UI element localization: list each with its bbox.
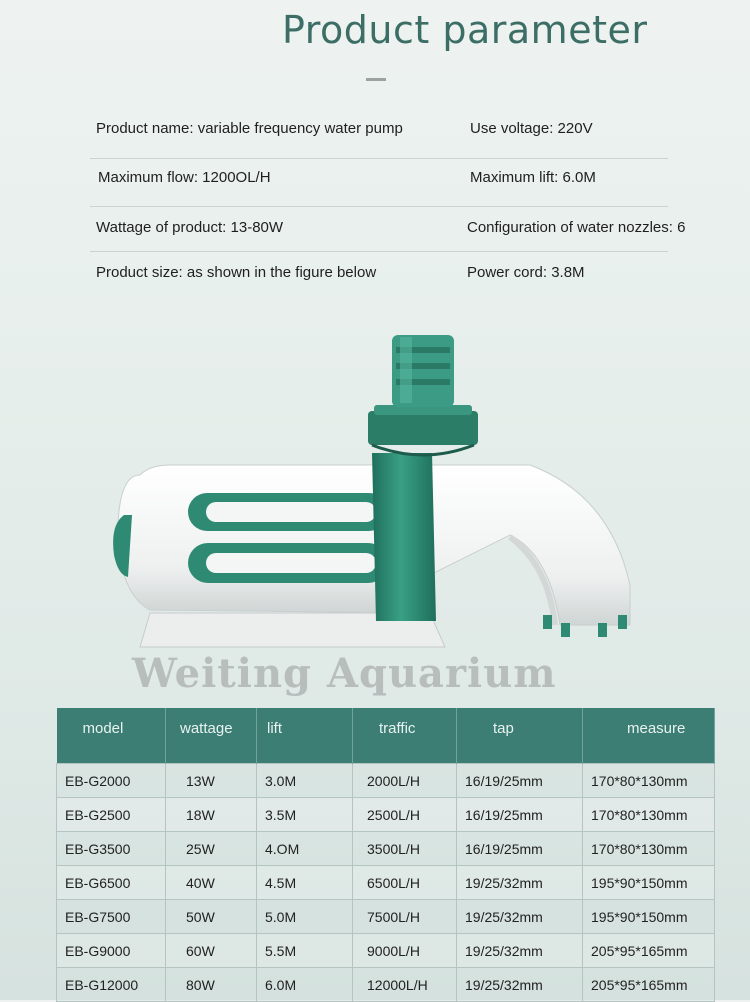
spec-divider <box>90 158 668 159</box>
table-row <box>57 900 715 934</box>
watermark-text: Weiting Aquarium <box>132 650 557 697</box>
cell-traffic: 6500L/H <box>353 866 457 900</box>
cell-traffic: 12000L/H <box>353 968 457 1002</box>
page-title: Product parameter <box>282 8 648 52</box>
spec-divider <box>90 251 668 252</box>
table-row <box>57 934 715 968</box>
cell-tap: 19/25/32mm <box>457 968 583 1002</box>
cell-model: EB-G3500 <box>57 832 166 866</box>
column-header-wattage: wattage <box>166 708 257 764</box>
spec-use-voltage: Use voltage: 220V <box>470 120 593 137</box>
cell-tap: 16/19/25mm <box>457 764 583 798</box>
spec-maximum-lift: Maximum lift: 6.0M <box>470 169 596 186</box>
cell-model: EB-G7500 <box>57 900 166 934</box>
cell-model: EB-G2000 <box>57 764 166 798</box>
spec-divider <box>90 206 668 207</box>
spec-water-nozzles: Configuration of water nozzles: 6 <box>467 219 686 236</box>
cell-lift: 5.5M <box>257 934 353 968</box>
cell-measure: 195*90*150mm <box>583 900 715 934</box>
cell-tap: 19/25/32mm <box>457 900 583 934</box>
cell-wattage: 40W <box>166 866 257 900</box>
table-row <box>57 764 715 798</box>
cell-lift: 3.5M <box>257 798 353 832</box>
cell-tap: 19/25/32mm <box>457 866 583 900</box>
cell-measure: 170*80*130mm <box>583 798 715 832</box>
spec-maximum-flow: Maximum flow: 1200OL/H <box>98 169 271 186</box>
cell-measure: 205*95*165mm <box>583 968 715 1002</box>
table-row <box>57 832 715 866</box>
title-divider <box>366 78 386 81</box>
table-row <box>57 968 715 1002</box>
cell-model: EB-G2500 <box>57 798 166 832</box>
cell-tap: 16/19/25mm <box>457 798 583 832</box>
model-spec-table <box>56 708 715 1002</box>
cell-model: EB-G9000 <box>57 934 166 968</box>
cell-traffic: 2500L/H <box>353 798 457 832</box>
cell-tap: 19/25/32mm <box>457 934 583 968</box>
cell-lift: 6.0M <box>257 968 353 1002</box>
table-header-row <box>57 708 715 764</box>
cell-lift: 5.0M <box>257 900 353 934</box>
cell-measure: 195*90*150mm <box>583 866 715 900</box>
cell-lift: 4.5M <box>257 866 353 900</box>
spec-wattage: Wattage of product: 13-80W <box>96 219 284 236</box>
cell-traffic: 9000L/H <box>353 934 457 968</box>
water-pump-image <box>110 325 640 665</box>
cell-wattage: 13W <box>166 764 257 798</box>
column-header-model: model <box>57 708 166 764</box>
cell-traffic: 3500L/H <box>353 832 457 866</box>
cell-measure: 170*80*130mm <box>583 764 715 798</box>
cell-model: EB-G12000 <box>57 968 166 1002</box>
cell-wattage: 25W <box>166 832 257 866</box>
cell-tap: 16/19/25mm <box>457 832 583 866</box>
cell-traffic: 2000L/H <box>353 764 457 798</box>
column-header-tap: tap <box>457 708 583 764</box>
cell-lift: 4.OM <box>257 832 353 866</box>
cell-wattage: 50W <box>166 900 257 934</box>
spec-power-cord: Power cord: 3.8M <box>467 264 585 281</box>
cell-measure: 170*80*130mm <box>583 832 715 866</box>
column-header-traffic: traffic <box>353 708 457 764</box>
spec-product-name: Product name: variable frequency water pump <box>96 120 403 137</box>
cell-lift: 3.0M <box>257 764 353 798</box>
cell-measure: 205*95*165mm <box>583 934 715 968</box>
table-row <box>57 798 715 832</box>
column-header-measure: measure <box>583 708 715 764</box>
spec-product-size: Product size: as shown in the figure below <box>96 264 377 281</box>
cell-wattage: 60W <box>166 934 257 968</box>
column-header-lift: lift <box>257 708 353 764</box>
cell-wattage: 18W <box>166 798 257 832</box>
table-row <box>57 866 715 900</box>
cell-model: EB-G6500 <box>57 866 166 900</box>
cell-traffic: 7500L/H <box>353 900 457 934</box>
cell-wattage: 80W <box>166 968 257 1002</box>
